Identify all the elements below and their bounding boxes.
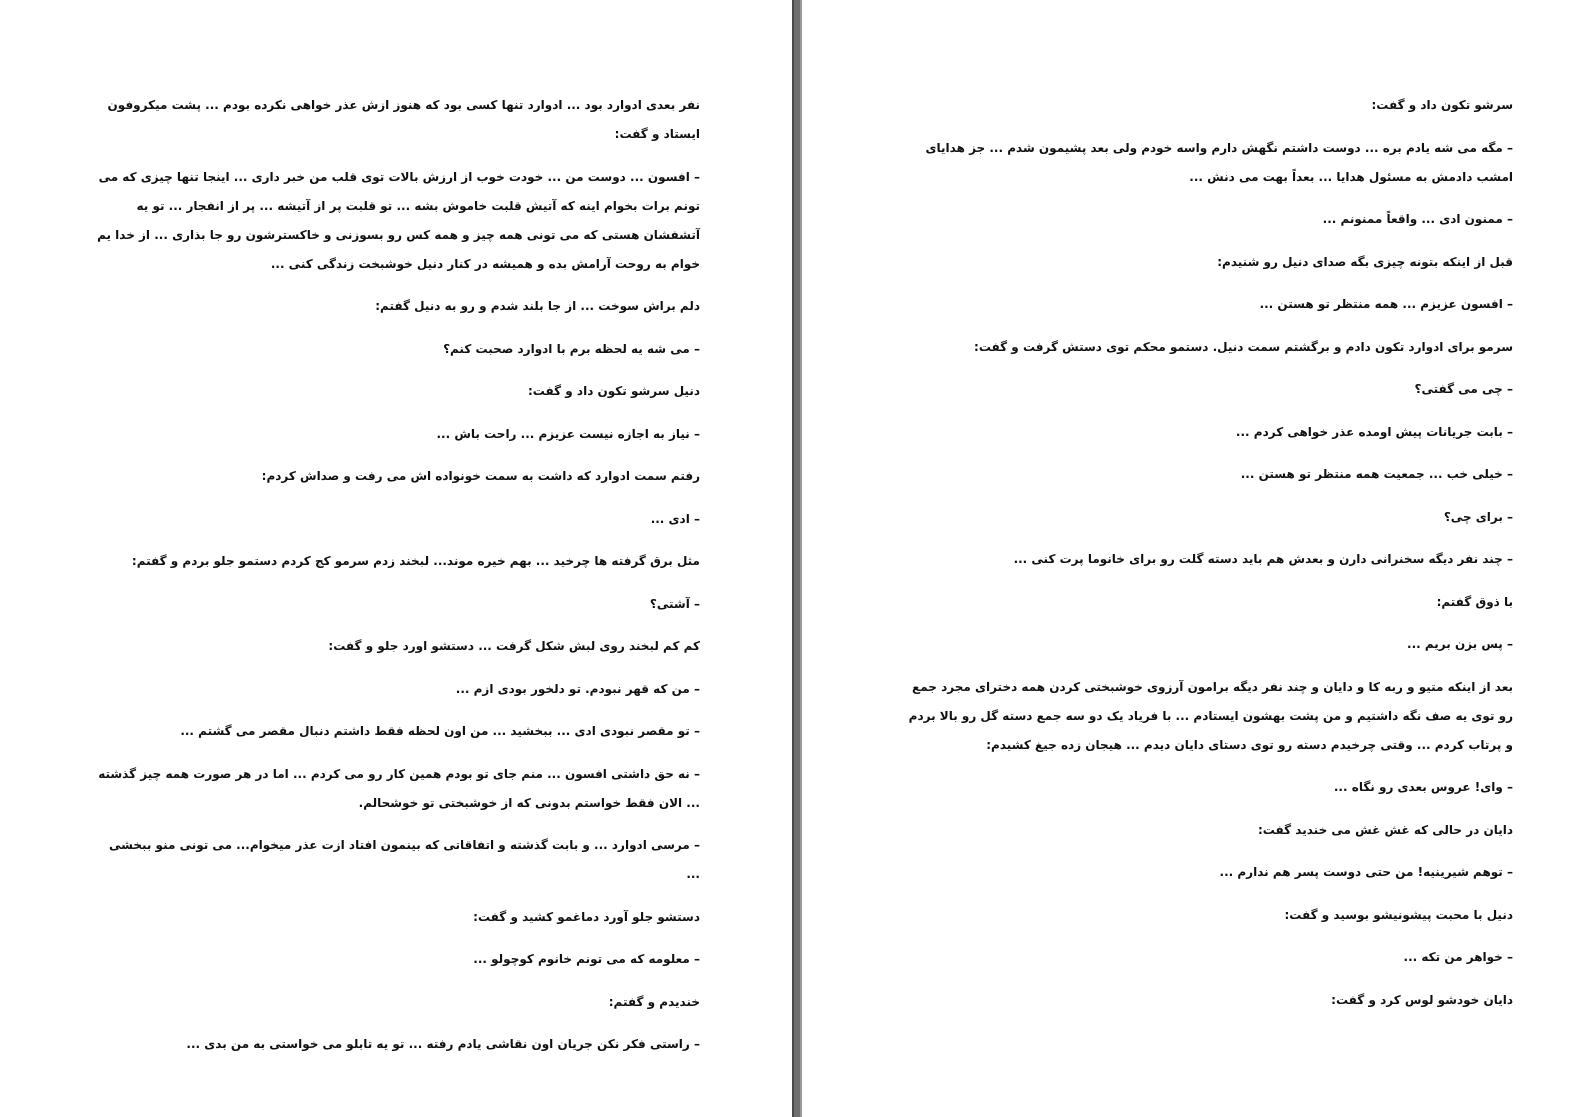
paragraph: – می شه یه لحظه برم با ادوارد صحبت کنم؟ <box>443 341 700 356</box>
paragraph: دنیل با محبت پیشونیشو بوسید و گفت: <box>1284 907 1513 922</box>
paragraph: دنیل سرشو تکون داد و گفت: <box>527 384 700 398</box>
paragraph: دایان خودشو لوس کرد و گفت: <box>1331 992 1513 1007</box>
page-gutter-divider <box>792 0 802 1117</box>
paragraph: نفر بعدی ادوارد بود ... ادوارد تنها کسی بود که هنوز ازش عذر خواهی نکرده بودم ... پشت میکروفون ایستاد و گفت: <box>107 98 700 141</box>
left-page-text <box>96 91 700 1073</box>
paragraph: دایان در حالی که غش غش می خندید گفت: <box>1258 822 1513 837</box>
right-page-text <box>902 91 1513 1028</box>
paragraph: – ممنون ادی ... واقعاً ممنونم ... <box>1322 212 1513 226</box>
paragraph: – وای! عروس بعدی رو نگاه ... <box>1333 780 1513 794</box>
paragraph: – مگه می شه یادم بره ... دوست داشتم نگهش دارم واسه خودم ولی بعد پشیمون شدم ... جز هدایای امشب دادمش به مسئول هدایا ... بعداً بهت می دنش ... <box>925 140 1513 184</box>
paragraph: – پس بزن بریم ... <box>1407 637 1513 651</box>
paragraph: – افسون عزیزم ... همه منتظر تو هستن ... <box>1259 297 1513 311</box>
paragraph: – مرسی ادوارد ... و بابت گذشته و اتفاقاتی که بینمون افتاد ازت عذر میخوام... می تونی منو ببخشی ... <box>108 838 700 881</box>
paragraph: – خواهر من تکه ... <box>1403 950 1513 964</box>
paragraph: سرشو تکون داد و گفت: <box>1371 98 1513 112</box>
paragraph: – ادی ... <box>650 511 700 526</box>
paragraph: رفتم سمت ادوارد که داشت به سمت خونواده اش می رفت و صداش کردم: <box>261 469 700 483</box>
paragraph: – نیاز به اجازه نیست عزیزم ... راحت باش ... <box>436 426 700 441</box>
paragraph: مثل برق گرفته ها چرخید ... بهم خیره موند... لبخند زدم سرمو کج کردم دستمو جلو بردم و گفتم: <box>131 554 700 568</box>
paragraph: – برای چی؟ <box>1443 509 1513 524</box>
paragraph: خندیدم و گفتم: <box>608 994 700 1009</box>
paragraph: دلم براش سوخت ... از جا بلند شدم و رو به دنیل گفتم: <box>375 299 700 313</box>
paragraph: سرمو برای ادوارد تکون دادم و برگشتم سمت دنیل. دستمو محکم توی دستش گرفت و گفت: <box>974 339 1513 354</box>
paragraph: دستشو جلو آورد دماغمو کشید و گفت: <box>473 909 700 924</box>
paragraph: قبل از اینکه بتونه چیزی بگه صدای دنیل رو شنیدم: <box>1217 254 1513 269</box>
paragraph: با ذوق گفتم: <box>1436 594 1513 609</box>
paragraph: – افسون ... دوست من ... خودت خوب از ارزش بالات توی قلب من خبر داری ... اینجا تنها چیزی که می تونم برات بخوام اینه که آتیش قلبت خاموش بشه ... تو قلبت پر از آتیشه ... پر از انفجار ... تو یه آتشفشان هستی که می تونی همه چیز و همه کس رو بسوزنی و خاکسترشون رو جا بذاری ... از خدا یم خوام به روحت آرامش بده و همیشه در کنار دنیل خوشبخت زندگی کنی ... <box>97 169 700 271</box>
paragraph: – توهم شیرینیه! من حتی دوست پسر هم ندارم ... <box>1219 865 1513 879</box>
paragraph: – تو مقصر نبودی ادی ... ببخشید ... من اون لحظه فقط داشتم دنبال مقصر می گشتم ... <box>180 724 700 738</box>
paragraph: – چند نفر دیگه سخنرانی دارن و بعدش هم باید دسته گلت رو برای خانوما پرت کنی ... <box>1013 552 1513 566</box>
paragraph: – چی می گفتی؟ <box>1414 382 1513 396</box>
paragraph: – بابت جریانات پیش اومده عذر خواهی کردم ... <box>1235 424 1513 439</box>
paragraph: بعد از اینکه متیو و ربه کا و دایان و چند نفر دیگه برامون آرزوی خوشبختی کردن همه دخترای مجرد جمع رو توی یه صف نگه داشتیم و من پشت بهشون ایستادم ... با فریاد یک دو سه جمع دسته گل رو بالا بردم و پرتاب کردم ... وقتی چرخیدم دسته رو توی دستای دایان دیدم ... هیجان زده جیغ کشیدم: <box>908 679 1513 752</box>
paragraph: – نه حق داشتی افسون ... منم جای تو بودم همین کار رو می کردم ... اما در هر صورت همه چیز گذشته ... الان فقط خواستم بدونی که از خوشبختی تو خوشحالم. <box>98 766 700 810</box>
paragraph: – معلومه که می تونم خانوم کوچولو ... <box>473 952 700 966</box>
paragraph: – آشتی؟ <box>649 596 700 611</box>
paragraph: کم کم لبخند روی لبش شکل گرفت ... دستشو اورد جلو و گفت: <box>328 639 700 653</box>
left-page <box>0 0 792 1117</box>
paragraph: – خیلی خب ... جمعیت همه منتظر تو هستن ... <box>1240 467 1513 481</box>
paragraph: – من که قهر نبودم. تو دلخور بودی ازم ... <box>455 681 700 696</box>
paragraph: – راستی فکر نکن جریان اون نقاشی یادم رفته ... تو یه تابلو می خواستی به من بدی ... <box>186 1037 700 1051</box>
right-page <box>802 0 1591 1117</box>
